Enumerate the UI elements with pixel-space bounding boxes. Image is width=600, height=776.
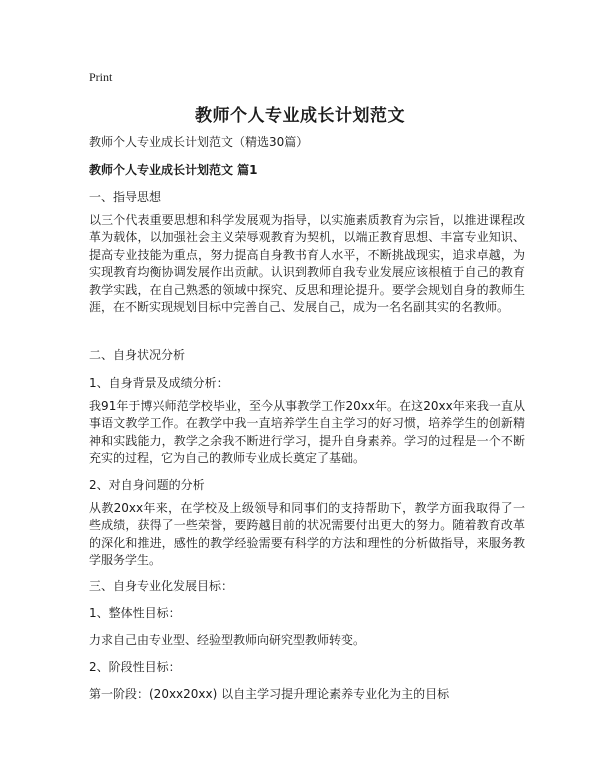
problems-paragraph: 从教20xx年来，在学校及上级领导和同事们的支持帮助下，教学方面我取得了一些成绩，获得了一些荣誉，要跨越目前的状况需要付出更大的努力。随着教育改革的深化和推进，感性的教学经验需要有科学的方法和理性的分析做指导，来服务教学服务学生。 [89, 501, 525, 568]
guiding-ideology-heading: 一、指导思想 [89, 190, 162, 204]
stage-one-text: 第一阶段：(20xx20xx) 以自主学习提升理论素养专业化为主的目标 [89, 687, 450, 701]
development-goals-heading: 三、自身专业化发展目标： [89, 579, 234, 593]
document-subtitle: 教师个人专业成长计划范文（精选30篇） [89, 135, 309, 149]
guiding-ideology-paragraph: 以三个代表重要思想和科学发展观为指导，以实施素质教育为宗旨，以推进课程改革为载体，以加强社会主义荣辱观教育为契机，以端正教育思想、丰富专业知识、提高专业技能为重点，努力提高自身教书育人水平，不断挑战现实，追求卓越，为实现教育均衡协调发展作出贡献。认识到教师自我专业发展应该根植于自己的教育教学实践，在自己熟悉的领域中探究、反思和理论提升。要学会规划自身的教师生涯，在不断实现规划目标中完善自己、发展自己，成为一名名副其实的名教师。 [89, 213, 525, 315]
self-analysis-heading: 二、自身状况分析 [89, 348, 186, 362]
background-paragraph: 我91年于博兴师范学校毕业，至今从事教学工作20xx年。在这20xx年来我一直从事语文教学工作。在教学中我一直培养学生自主学习的好习惯，培养学生的创新精神和实践能力，教学之余我不断进行学习，提升自身素养。学习的过程是一个不断充实的过程，它为自己的教师专业成长奠定了基础。 [89, 399, 525, 466]
background-heading: 1、自身背景及成绩分析： [89, 376, 229, 390]
page-title: 教师个人专业成长计划范文 [195, 106, 405, 126]
stage-goal-heading: 2、阶段性目标： [89, 660, 181, 674]
problems-heading: 2、对自身问题的分析 [89, 478, 205, 492]
article-heading: 教师个人专业成长计划范文 篇1 [89, 163, 258, 177]
print-link[interactable]: Print [89, 70, 113, 84]
overall-goal-text: 力求自己由专业型、经验型教师向研究型教师转变。 [89, 633, 366, 647]
overall-goal-heading: 1、整体性目标： [89, 606, 181, 620]
